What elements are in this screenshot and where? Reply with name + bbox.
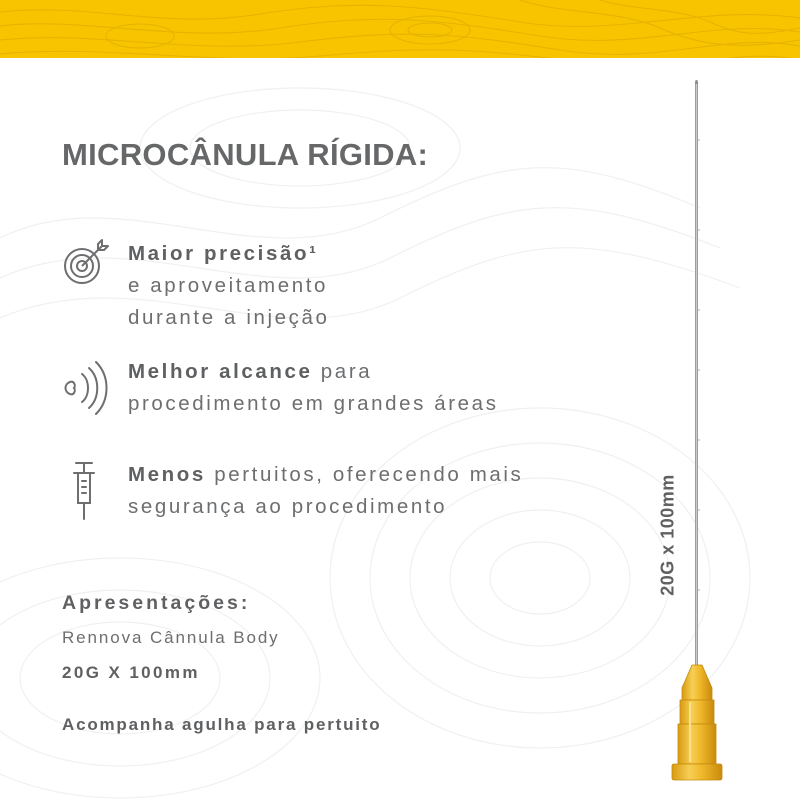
feature-safety-line-1: segurança ao procedimento <box>128 495 448 518</box>
presentations-heading: Apresentações: <box>62 592 251 614</box>
accompany-note: Acompanha agulha para pertuito <box>62 715 382 734</box>
page-title: MICROCÂNULA RÍGIDA: <box>62 137 429 172</box>
cannula-needle <box>695 82 698 672</box>
feature-reach-bold: Melhor alcance <box>128 360 313 383</box>
feature-reach-line-1: procedimento em grandes áreas <box>128 392 499 415</box>
cannula-hub <box>672 665 722 780</box>
feature-safety-bold: Menos <box>128 463 206 486</box>
feature-precision-line-1: e aproveitamento <box>128 274 329 297</box>
feature-precision-line-2: durante a injeção <box>128 306 330 329</box>
feature-safety-rest: pertuitos, oferecendo mais <box>205 463 524 486</box>
syringe-icon <box>62 459 102 521</box>
dimension-label: 20G x 100mm <box>657 474 678 596</box>
presentations-product: Rennova Cânnula Body <box>62 628 280 647</box>
top-decorative-band <box>0 0 800 58</box>
cannula-illustration <box>650 80 740 795</box>
feature-precision-bold: Maior precisão¹ <box>128 242 319 265</box>
presentations-size: 20G X 100mm <box>62 663 200 682</box>
feature-reach-rest: para <box>312 360 373 383</box>
sound-waves-icon <box>62 356 110 420</box>
target-icon <box>62 238 110 286</box>
